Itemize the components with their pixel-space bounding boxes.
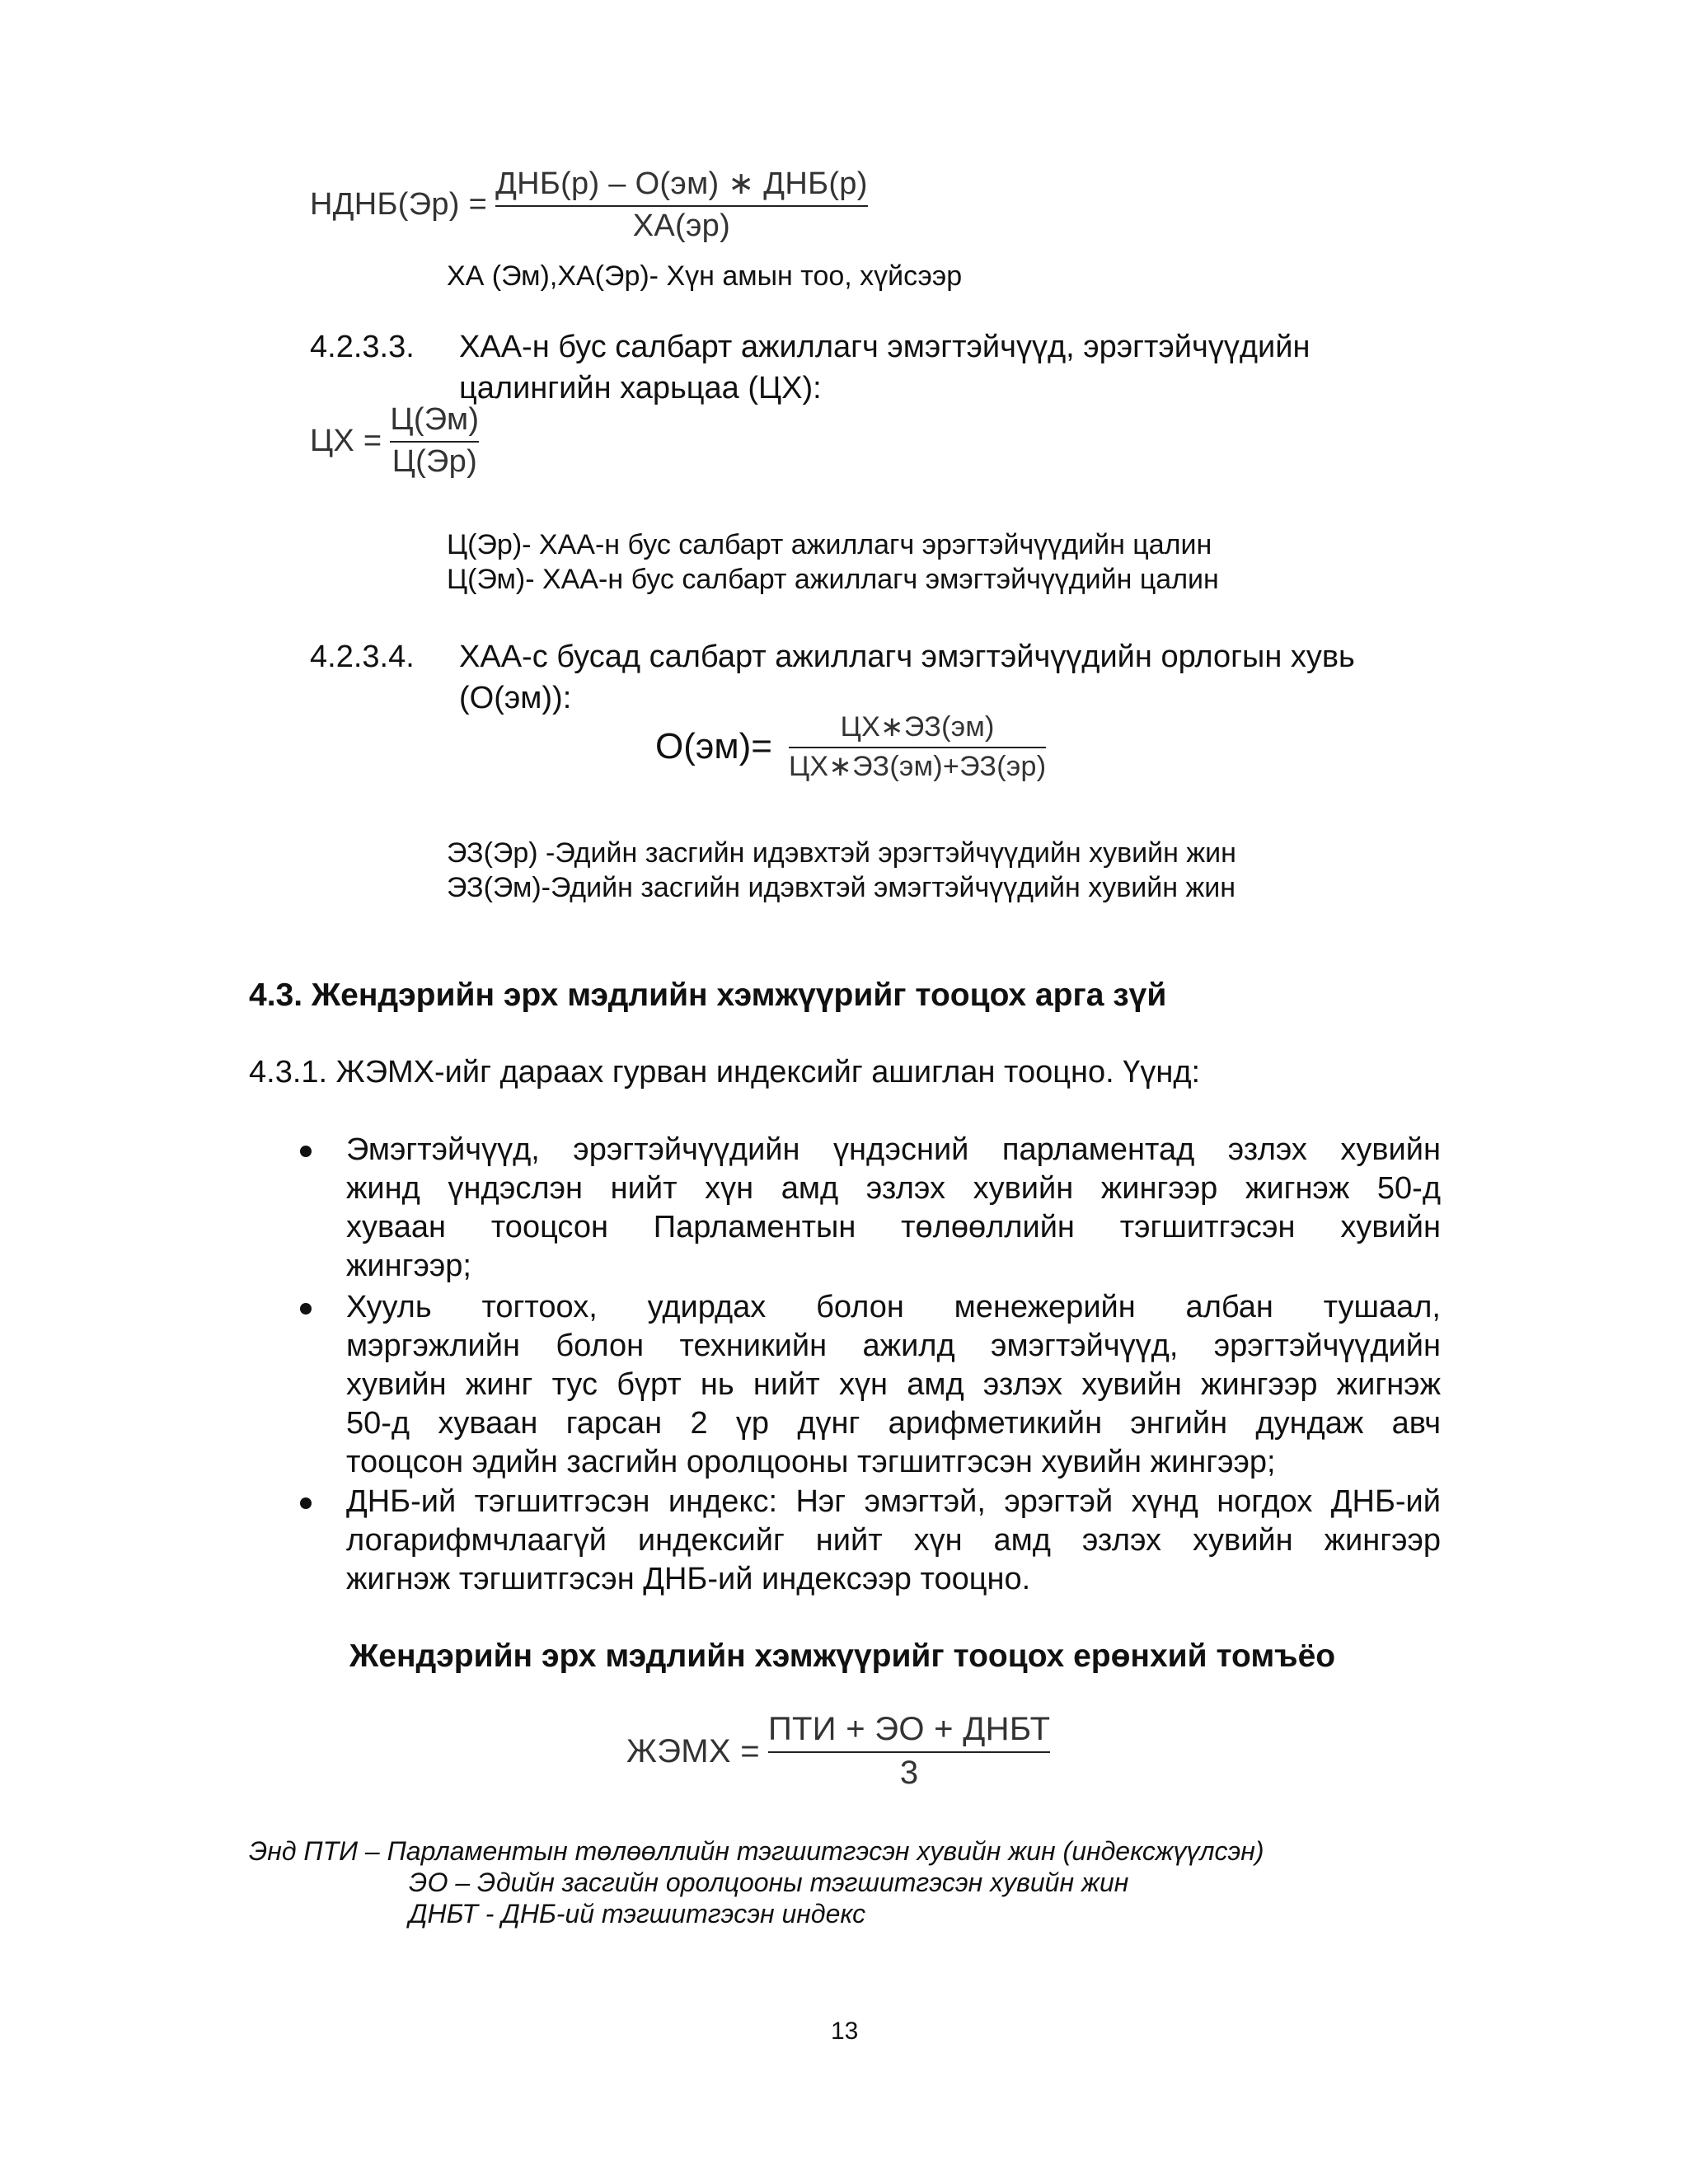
bullet-line: Хууль тогтоох, удирдах болон менежерийн албан тушаал,	[346, 1290, 1441, 1324]
bullet-item	[346, 1131, 1441, 1286]
formula-cx	[310, 402, 479, 480]
formula-ndnb-numerator: ДНБ(р) – О(эм) ∗ ДНБ(р)	[495, 166, 868, 201]
formula-jemx	[626, 1711, 1050, 1792]
formula-ndnb	[310, 165, 868, 244]
fraction-bar	[495, 205, 868, 207]
section-heading-43: 4.3. Жендэрийн эрх мэдлийн хэмжүүрийг тооцох арга зүй	[249, 977, 1167, 1013]
fraction-bar	[768, 1751, 1050, 1753]
bullet-line: логарифмчлаагүй индексийг нийт хүн амд эзлэх хувийн жингээр	[346, 1523, 1441, 1558]
section-4233-line2: цалингийн харьцаа (ЦХ):	[459, 371, 822, 405]
bullet-line: хуваан тооцсон Парламентын төлөөллийн тэгшитгэсэн хувийн	[346, 1210, 1441, 1244]
legend-line: ДНБТ - ДНБ-ий тэгшитгэсэн индекс	[409, 1899, 866, 1929]
bullet-line: хувийн жинг тус бүрт нь нийт хүн амд эзлэх хувийн жингээр жигнэж	[346, 1367, 1441, 1402]
oem-note: ЭЗ(Эм)-Эдийн засгийн идэвхтэй эмэгтэйчүүдийн хувийн жин	[447, 872, 1236, 903]
formula-cx-numerator: Ц(Эм)	[390, 402, 480, 437]
page-number: 13	[831, 2018, 859, 2045]
bullet-dot	[300, 1303, 312, 1315]
bullet-line: мэргэжлийн болон техникийн ажилд эмэгтэйчүүд, эрэгтэйчүүдийн	[346, 1329, 1441, 1363]
section-number-4234: 4.2.3.4.	[310, 640, 415, 674]
cx-note: Ц(Эр)- ХАА-н бус салбарт ажиллагч эрэгтэйчүүдийн цалин	[447, 529, 1212, 560]
bullet-line: Эмэгтэйчүүд, эрэгтэйчүүдийн үндэсний парламентад эзлэх хувийн	[346, 1132, 1441, 1167]
formula-jemx-numerator: ПТИ + ЭО + ДНБТ	[767, 1711, 1051, 1747]
bullet-dot	[300, 1146, 312, 1157]
bullet-line: жинд үндэслэн нийт хүн амд эзлэх хувийн жингээр жигнэж 50-д	[346, 1171, 1441, 1206]
formula-oem	[655, 710, 1046, 783]
oem-note: ЭЗ(Эр) -Эдийн засгийн идэвхтэй эрэгтэйчүүдийн хувийн жин	[447, 837, 1236, 869]
legend-line: Энд ПТИ – Парламентын төлөөллийн тэгшитгэсэн хувийн жин (индексжүүлсэн)	[249, 1836, 1264, 1866]
formula-cx-lhs: ЦХ =	[310, 423, 382, 458]
ndnb-note: ХА (Эм),ХА(Эр)- Хүн амын тоо, хүйсээр	[447, 260, 963, 292]
bullet-dot	[300, 1497, 312, 1509]
section-4233-line1: ХАА-н бус салбарт ажиллагч эмэгтэйчүүд, эрэгтэйчүүдийн	[459, 330, 1311, 364]
formula-jemx-denominator: 3	[899, 1755, 919, 1791]
bullet-item	[346, 1288, 1441, 1482]
bullet-line: жингээр;	[346, 1249, 471, 1283]
legend-line: ЭО – Эдийн засгийн оролцооны тэгшитгэсэн хувийн жин	[409, 1868, 1129, 1897]
section-number-4233: 4.2.3.3.	[310, 330, 415, 364]
formula-oem-denominator: ЦХ∗ЭЗ(эм)+ЭЗ(эр)	[788, 751, 1047, 782]
bullet-line: 50-д хуваан гарсан 2 үр дүнг арифметикийн энгийн дундаж авч	[346, 1406, 1441, 1441]
general-formula-heading: Жендэрийн эрх мэдлийн хэмжүүрийг тооцох ерөнхий томъёо	[349, 1638, 1336, 1674]
bullet-line: жигнэж тэгшитгэсэн ДНБ-ий индексээр тооцно.	[346, 1562, 1031, 1596]
formula-cx-denominator: Ц(Эр)	[392, 444, 478, 479]
formula-oem-lhs: О(эм)=	[655, 726, 772, 766]
section-4234-line1: ХАА-с бусад салбарт ажиллагч эмэгтэйчүүдийн орлогын хувь	[459, 640, 1355, 674]
formula-ndnb-lhs: НДНБ(Эр) =	[310, 186, 488, 222]
section-431-intro: 4.3.1. ЖЭМХ-ийг дараах гурван индексийг ашиглан тооцно. Үүнд:	[249, 1055, 1201, 1090]
bullet-line: ДНБ-ий тэгшитгэсэн индекс: Нэг эмэгтэй, эрэгтэй хүнд ногдох ДНБ-ий	[346, 1484, 1441, 1519]
fraction-bar	[390, 441, 479, 443]
section-4234-line2: (О(эм)):	[459, 681, 572, 715]
formula-jemx-lhs: ЖЭМХ =	[626, 1732, 760, 1769]
fraction-bar	[789, 747, 1046, 748]
formula-ndnb-denominator: ХА(эр)	[632, 209, 731, 243]
formula-oem-numerator: ЦХ∗ЭЗ(эм)	[840, 711, 995, 743]
cx-note: Ц(Эм)- ХАА-н бус салбарт ажиллагч эмэгтэйчүүдийн цалин	[447, 564, 1219, 595]
bullet-item	[346, 1483, 1441, 1599]
bullet-line: тооцсон эдийн засгийн оролцооны тэгшитгэсэн хувийн жингээр;	[346, 1445, 1276, 1479]
